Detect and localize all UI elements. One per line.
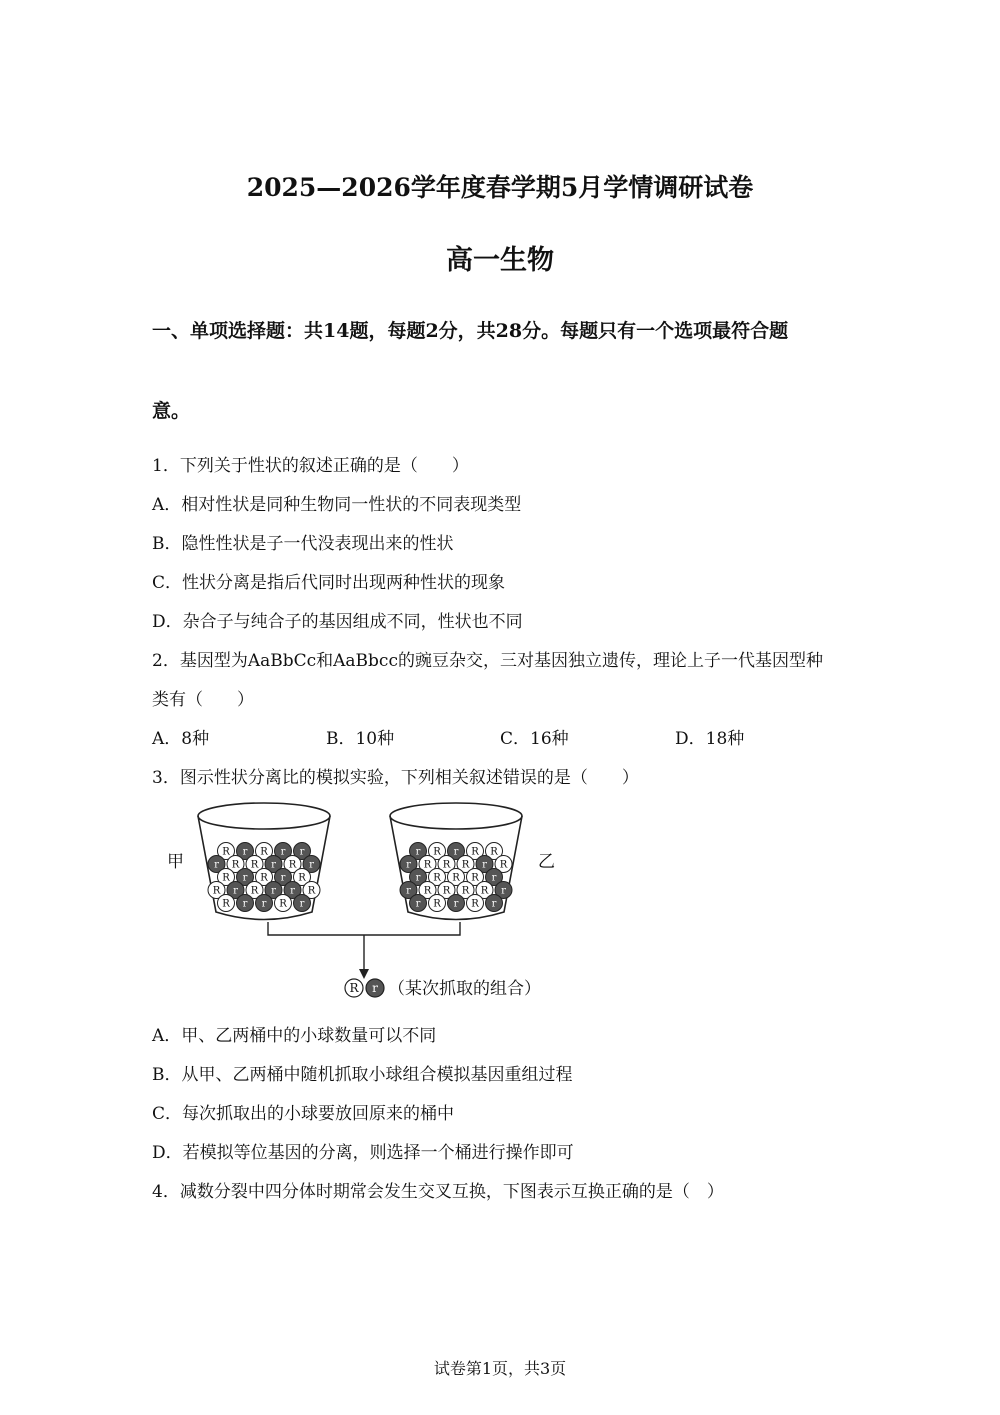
ball-r-text: r — [261, 898, 267, 910]
question-2-options — [0, 724, 1000, 748]
result-ball-R-text: R — [349, 981, 359, 995]
result-ball-r — [366, 979, 384, 997]
ball-R-text: R — [260, 872, 268, 884]
question-2-option-b: B．10种 — [326, 729, 395, 749]
ball-R-text: R — [279, 898, 287, 910]
ball-R-text: R — [298, 872, 306, 884]
ball-r-text: r — [242, 898, 248, 910]
ball-r-text: r — [415, 872, 421, 884]
ball-R-text: R — [471, 872, 479, 884]
ball-R-text: R — [222, 898, 230, 910]
ball-r-text: r — [299, 898, 305, 910]
subject-title: 高一生物 — [446, 245, 554, 276]
ball-r-text: r — [453, 898, 459, 910]
bucket-diagram — [160, 795, 580, 1005]
bucket-label-right: 乙 — [538, 852, 555, 872]
connector-arrow — [268, 922, 460, 979]
question-2-option-d: D．18种 — [675, 729, 745, 749]
bucket-experiment-figure — [160, 795, 580, 1009]
ball-R-text: R — [471, 898, 479, 910]
ball-r-text: r — [406, 859, 411, 871]
ball-R-text: R — [231, 859, 240, 871]
question-3-option-a: A．甲、乙两桶中的小球数量可以不同 — [152, 1026, 437, 1046]
ball-R-text: R — [423, 859, 432, 871]
section-heading-line2: 意。 — [152, 400, 191, 422]
bucket-right — [390, 803, 522, 920]
question-1-option-c: C．性状分离是指后代同时出现两种性状的现象 — [152, 573, 506, 593]
ball-r-text: r — [280, 872, 286, 884]
ball-R-text: R — [499, 859, 508, 871]
question-1-option-d: D．杂合子与纯合子的基因组成不同，性状也不同 — [152, 612, 523, 632]
ball-r-text: r — [501, 885, 506, 897]
ball-R-text: R — [423, 885, 432, 897]
ball-r-text: r — [491, 872, 497, 884]
question-3-option-d: D．若模拟等位基因的分离，则选择一个桶进行操作即可 — [152, 1143, 574, 1163]
ball-r-text: r — [242, 872, 248, 884]
bucket-left — [198, 803, 330, 920]
ball-r-text: r — [214, 859, 219, 871]
ball-r-text: r — [309, 859, 314, 871]
ball-R-text: R — [288, 859, 297, 871]
figure-caption: （某次抓取的组合） — [388, 979, 541, 999]
ball-r-text: r — [290, 885, 295, 897]
ball-R-text: R — [260, 846, 268, 858]
question-1-stem: 1．下列关于性状的叙述正确的是（ ） — [152, 456, 469, 476]
question-3-option-c: C．每次抓取出的小球要放回原来的桶中 — [152, 1104, 455, 1124]
ball-r-text: r — [242, 846, 248, 858]
ball-r-text: r — [280, 846, 286, 858]
ball-R-text: R — [452, 872, 460, 884]
ball-R-text: R — [461, 859, 470, 871]
question-3-stem: 3．图示性状分离比的模拟实验，下列相关叙述错误的是（ ） — [152, 768, 639, 788]
question-2-stem-line2: 类有（ ） — [152, 690, 254, 710]
question-2-stem-line1: 2．基因型为AaBbCc和AaBbcc的豌豆杂交，三对基因独立遗传，理论上子一代基因型种 — [152, 651, 823, 671]
ball-R-text: R — [433, 898, 441, 910]
ball-r-text: r — [415, 846, 421, 858]
ball-r-text: r — [271, 885, 276, 897]
exam-title: 2025—2026学年度春学期5月学情调研试卷 — [246, 173, 754, 202]
ball-r-text: r — [491, 898, 497, 910]
question-3-option-b: B．从甲、乙两桶中随机抓取小球组合模拟基因重组过程 — [152, 1065, 573, 1085]
bucket-label-left: 甲 — [167, 852, 184, 872]
ball-r-text: r — [406, 885, 411, 897]
result-ball-r-text: r — [372, 981, 378, 995]
ball-R-text: R — [433, 846, 441, 858]
ball-R-text: R — [222, 872, 230, 884]
question-2-option-c: C．16种 — [500, 729, 569, 749]
question-1-option-a: A．相对性状是同种生物同一性状的不同表现类型 — [152, 495, 522, 515]
ball-R-text: R — [250, 885, 259, 897]
result-ball-R — [345, 979, 363, 997]
ball-R-text: R — [442, 885, 451, 897]
ball-R-text: R — [212, 885, 221, 897]
ball-R-text: R — [433, 872, 441, 884]
section-heading-line1: 一、单项选择题：共14题，每题2分，共28分。每题只有一个选项最符合题 — [152, 320, 789, 342]
ball-R-text: R — [471, 846, 479, 858]
ball-R-text: R — [461, 885, 470, 897]
question-4-stem: 4．减数分裂中四分体时期常会发生交叉互换，下图表示互换正确的是（ ） — [152, 1182, 724, 1202]
ball-R-text: R — [490, 846, 498, 858]
ball-R-text: R — [480, 885, 489, 897]
question-1-option-b: B．隐性性状是子一代没表现出来的性状 — [152, 534, 454, 554]
ball-r-text: r — [482, 859, 487, 871]
ball-r-text: r — [453, 846, 459, 858]
ball-r-text: r — [299, 846, 305, 858]
ball-R-text: R — [250, 859, 259, 871]
ball-r-text: r — [271, 859, 276, 871]
page-footer: 试卷第1页，共3页 — [433, 1359, 567, 1378]
ball-R-text: R — [442, 859, 451, 871]
ball-r-text: r — [233, 885, 238, 897]
question-2-option-a: A．8种 — [152, 729, 210, 749]
ball-R-text: R — [222, 846, 230, 858]
ball-R-text: R — [307, 885, 316, 897]
ball-r-text: r — [415, 898, 421, 910]
